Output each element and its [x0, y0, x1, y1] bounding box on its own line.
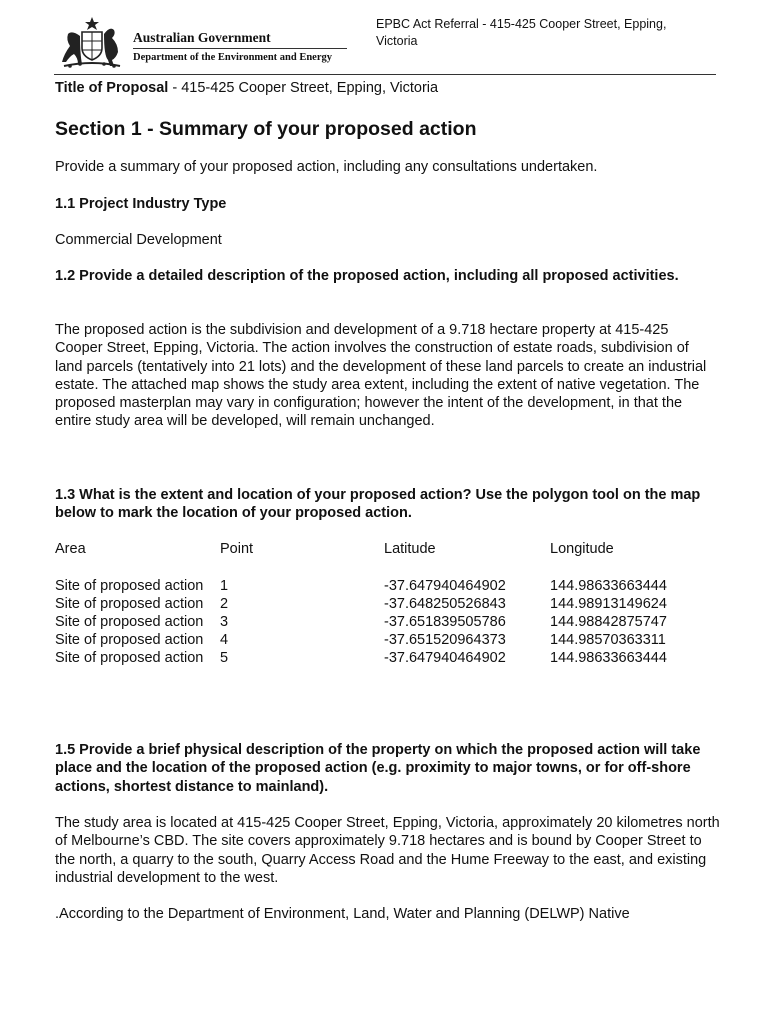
column-header-area: Area — [55, 541, 86, 557]
cell-area: Site of proposed action — [55, 650, 204, 666]
table-row — [55, 578, 720, 596]
cell-latitude: -37.647940464902 — [384, 578, 506, 594]
proposal-title-value: - 415-425 Cooper Street, Epping, Victoria — [172, 80, 439, 96]
column-header-point: Point — [220, 541, 254, 557]
cell-longitude: 144.98842875747 — [550, 614, 667, 630]
proposal-title — [55, 80, 438, 96]
answer-1-2: The proposed action is the subdivision and development of a 9.718 hectare property at 415-425 Cooper Street, Epping, Victoria. The action involves the construction of estate roads, subdivision of land parcels (tentatively into 21 lots) and the development of these land parcels to create an industrial estate. The attached map shows the study area extent, including the extent of native vegetation. The proposed masterplan may vary in configuration; however the intent of the development, in that the entire study area will be developed, will remain unchanged. — [55, 322, 707, 430]
cell-area: Site of proposed action — [55, 614, 204, 630]
government-name: Australian Government — [133, 30, 271, 45]
answer-1-5-continued: .According to the Department of Environment, Land, Water and Planning (DELWP) Native — [55, 906, 630, 922]
header-divider — [54, 74, 716, 75]
cell-longitude: 144.98633663444 — [550, 650, 667, 666]
answer-1-5: The study area is located at 415-425 Cooper Street, Epping, Victoria, approximately 20 kilometres north of Melbourne’s CBD. The site covers approximately 9.718 hectares and is bound by Cooper Street to the north, a quarry to the south, Quarry Access Road and the Hume Freeway to the east, and existing industrial development to the west. — [55, 815, 720, 886]
coordinates-header-row — [55, 541, 720, 559]
section-intro: Provide a summary of your proposed action, including any consultations undertaken. — [55, 159, 598, 175]
question-1-2: 1.2 Provide a detailed description of the proposed action, including all proposed activities. — [55, 268, 679, 284]
question-1-5: 1.5 Provide a brief physical description of the property on which the proposed action will take place and the location of the proposed action (e.g. proximity to major towns, or for off-shore actions, shortest distance to mainland). — [55, 742, 701, 795]
answer-1-1: Commercial Development — [55, 232, 222, 248]
cell-point: 1 — [220, 578, 229, 594]
question-1-3: 1.3 What is the extent and location of your proposed action? Use the polygon tool on the map below to mark the location of your proposed action. — [55, 487, 701, 522]
cell-point: 3 — [220, 614, 229, 630]
cell-latitude: -37.651520964373 — [384, 632, 506, 648]
department-name: Department of the Environment and Energy — [133, 52, 333, 63]
cell-latitude: -37.648250526843 — [384, 596, 506, 612]
column-header-latitude: Latitude — [384, 541, 436, 557]
document-header — [0, 0, 770, 80]
table-row — [55, 596, 720, 614]
cell-longitude: 144.98633663444 — [550, 578, 667, 594]
cell-point: 4 — [220, 632, 229, 648]
cell-area: Site of proposed action — [55, 632, 204, 648]
cell-latitude: -37.651839505786 — [384, 614, 506, 630]
cell-area: Site of proposed action — [55, 578, 204, 594]
question-1-1: 1.1 Project Industry Type — [55, 196, 227, 212]
table-row — [55, 650, 720, 668]
government-divider — [133, 48, 347, 49]
coat-of-arms-icon — [56, 16, 128, 70]
referral-reference: EPBC Act Referral - 415-425 Cooper Street, Epping, Victoria — [376, 17, 667, 48]
cell-latitude: -37.647940464902 — [384, 650, 506, 666]
cell-point: 2 — [220, 596, 229, 612]
table-row — [55, 614, 720, 632]
cell-longitude: 144.98570363311 — [550, 632, 666, 648]
cell-area: Site of proposed action — [55, 596, 204, 612]
column-header-longitude: Longitude — [550, 541, 614, 557]
cell-longitude: 144.98913149624 — [550, 596, 667, 612]
section-heading: Section 1 - Summary of your proposed action — [55, 118, 477, 140]
proposal-title-label: Title of Proposal — [55, 80, 169, 96]
table-row — [55, 632, 720, 650]
cell-point: 5 — [220, 650, 229, 666]
